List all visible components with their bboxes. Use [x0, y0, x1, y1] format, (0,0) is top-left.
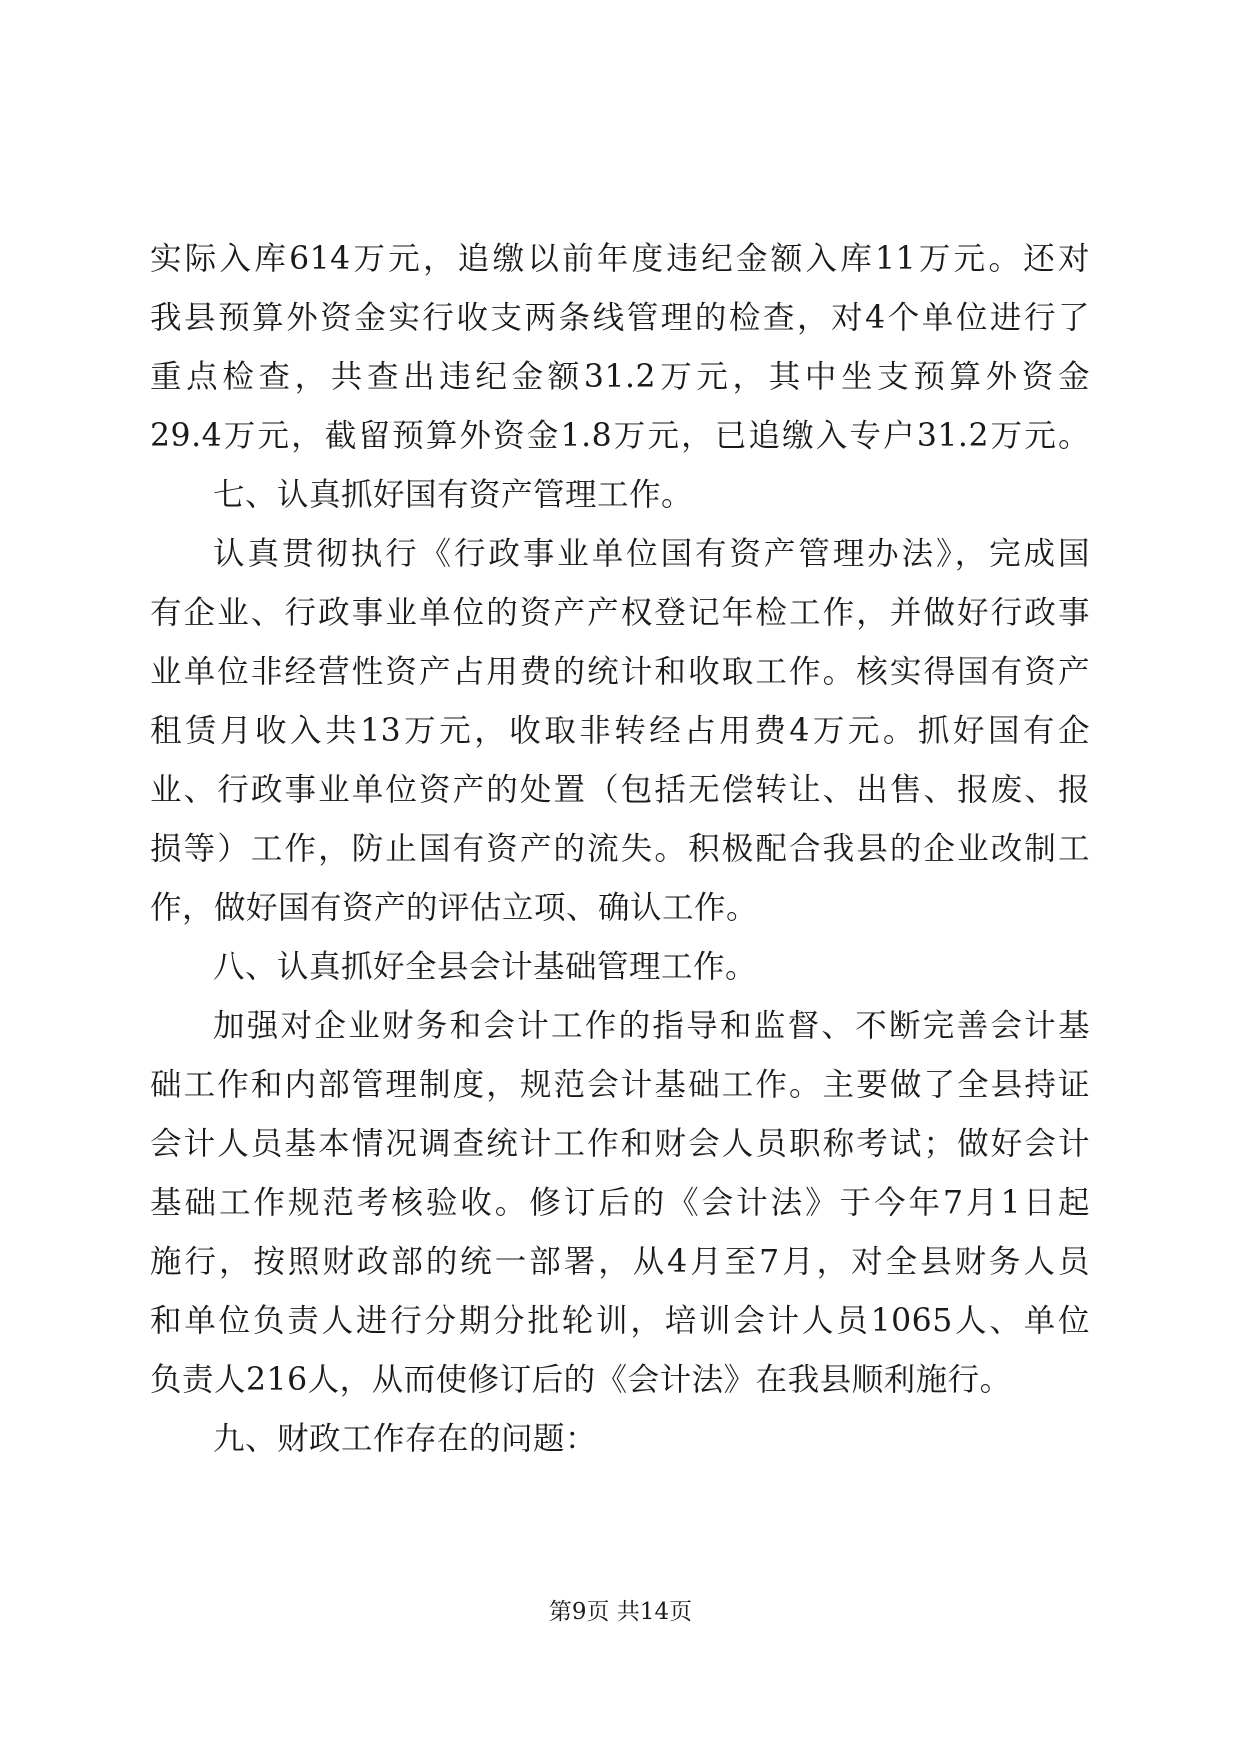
- text-line: 会计人员基本情况调查统计工作和财会人员职称考试；做好会计: [150, 1126, 1090, 1162]
- section-heading-9: 九、财政工作存在的问题：: [213, 1421, 598, 1457]
- text-line: 作，做好国有资产的评估立项、确认工作。: [150, 890, 759, 926]
- text-line: 础工作和内部管理制度，规范会计基础工作。主要做了全县持证: [150, 1067, 1090, 1103]
- document-body: [150, 230, 1090, 1469]
- text-line: 业、行政事业单位资产的处置（包括无偿转让、出售、报废、报: [150, 772, 1090, 808]
- section-heading-7: 七、认真抓好国有资产管理工作。: [213, 477, 694, 513]
- text-line: 我县预算外资金实行收支两条线管理的检查，对4个单位进行了: [150, 300, 1090, 336]
- text-line: 加强对企业财务和会计工作的指导和监督、不断完善会计基: [213, 1008, 1090, 1044]
- text-line: 基础工作规范考核验收。修订后的《会计法》于今年7月1日起: [150, 1185, 1090, 1221]
- text-line: 租赁月收入共13万元，收取非转经占用费4万元。抓好国有企: [150, 713, 1090, 749]
- section-heading-8: 八、认真抓好全县会计基础管理工作。: [213, 949, 758, 985]
- text-line: 业单位非经营性资产占用费的统计和收取工作。核实得国有资产: [150, 654, 1090, 690]
- page-footer: 第9页 共14页: [548, 1599, 693, 1625]
- text-line: 负责人216人，从而使修订后的《会计法》在我县顺利施行。: [150, 1362, 1012, 1398]
- text-line: 认真贯彻执行《行政事业单位国有资产管理办法》，完成国: [213, 536, 1090, 572]
- text-line: 损等）工作，防止国有资产的流失。积极配合我县的企业改制工: [150, 831, 1090, 867]
- text-line: 重点检查，共查出违纪金额31.2万元，其中坐支预算外资金: [150, 359, 1090, 395]
- text-line: 有企业、行政事业单位的资产产权登记年检工作，并做好行政事: [150, 595, 1090, 631]
- text-line: 和单位负责人进行分期分批轮训，培训会计人员1065人、单位: [150, 1303, 1090, 1339]
- text-line: 实际入库614万元，追缴以前年度违纪金额入库11万元。还对: [150, 241, 1090, 277]
- text-line: 29.4万元，截留预算外资金1.8万元，已追缴入专户31.2万元。: [150, 418, 1090, 454]
- text-line: 施行，按照财政部的统一部署，从4月至7月，对全县财务人员: [150, 1244, 1090, 1280]
